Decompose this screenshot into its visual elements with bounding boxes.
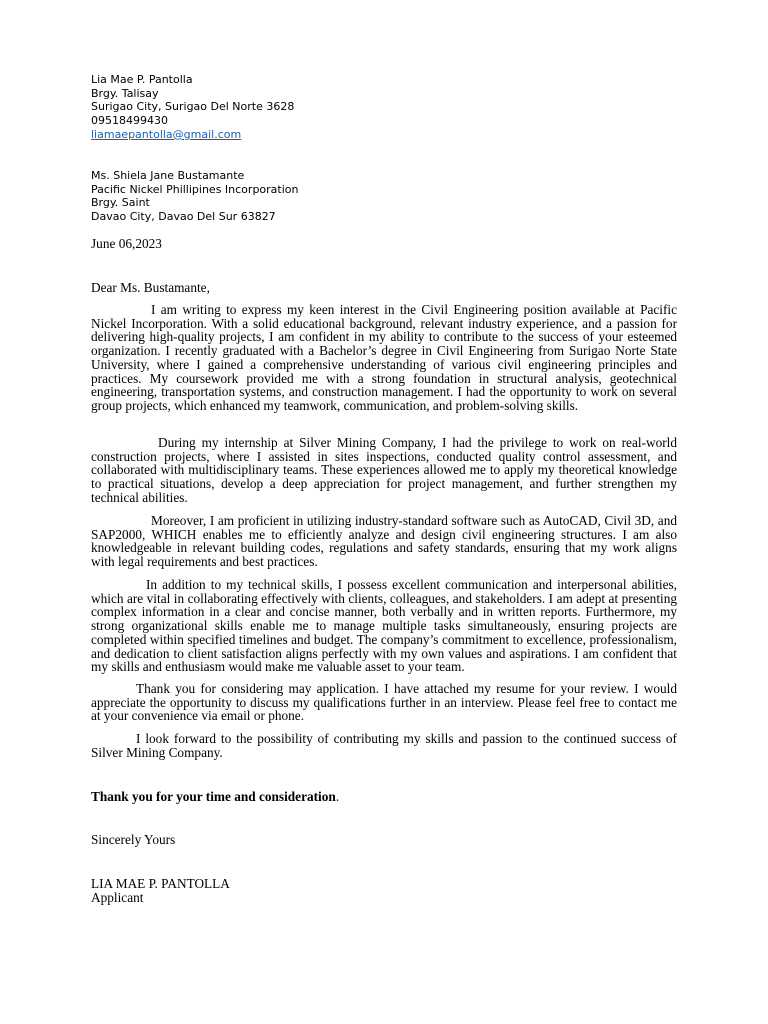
signature-title: Applicant bbox=[91, 889, 144, 905]
signature-block bbox=[91, 877, 677, 904]
body-paragraph-5: Thank you for considering may application. I have attached my resume for your review. I would appreciate the opportunity to discuss my qualifications further in an interview. Please feel free to contact me at your convenience via email or phone. bbox=[91, 681, 677, 724]
salutation: Dear Ms. Bustamante, bbox=[91, 280, 210, 295]
body-paragraph-1: I am writing to express my keen interest in the Civil Engineering position available at Pacific Nickel Incorporation. With a solid educational background, relevant industry experience, and a passion for delivering high-quality projects, I am confident in my ability to contribute to the success of your esteemed organization. I recently graduated with a Bachelor’s degree in Civil Engineering from Surigao Norte State University, where I gained a comprehensive understanding of various civil engineering principles and practices. My coursework provided me with a strong foundation in structural analysis, geotechnical engineering, transportation systems, and construction management. I had the opportunity to work on several group projects, which enhanced my teamwork, communication, and problem-solving skills. bbox=[91, 302, 677, 413]
sender-address-block bbox=[91, 73, 677, 142]
sender-name: Lia Mae P. Pantolla bbox=[91, 73, 193, 86]
signature-name: LIA MAE P. PANTOLLA bbox=[91, 876, 230, 891]
sender-barangay: Brgy. Talisay bbox=[91, 86, 159, 100]
closing-bold-text: Thank you for your time and consideration bbox=[91, 789, 336, 804]
body-paragraph-6: I look forward to the possibility of contributing my skills and passion to the continued success of Silver Mining Company. bbox=[91, 731, 677, 760]
body-paragraph-3: Moreover, I am proficient in utilizing industry-standard software such as AutoCAD, Civil 3D, and SAP2000, WHICH enables me to efficiently analyze and design civil engineering structures. I am also knowledgeable in relevant building codes, regulations and safety standards, ensuring that my work aligns with legal requirements and best practices. bbox=[91, 513, 677, 570]
signoff: Sincerely Yours bbox=[91, 832, 176, 847]
letter-date: June 06,2023 bbox=[91, 236, 162, 251]
body-paragraph-4: In addition to my technical skills, I possess excellent communication and interpersonal abilities, which are vital in collaborating effectively with clients, colleagues, and stakeholders. I am adept at presenting complex information in a clear and concise manner, both verbally and in written reports. Furthermore, my strong organizational skills enable me to manage multiple tasks simultaneously, ensuring projects are completed within specified timelines and budget. The company’s commitment to excellence, professionalism, and dedication to client satisfaction aligns perfectly with my own values and aspirations. I am confident that my skills and enthusiasm would make me valuable asset to your team. bbox=[91, 577, 677, 675]
closing-punctuation: . bbox=[335, 789, 340, 804]
sender-email-link[interactable]: liamaepantolla@gmail.com bbox=[91, 127, 242, 141]
recipient-company: Pacific Nickel Phillipines Incorporation bbox=[91, 182, 299, 196]
closing-line bbox=[91, 790, 677, 804]
sender-phone: 09518499430 bbox=[91, 114, 168, 128]
recipient-name: Ms. Shiela Jane Bustamante bbox=[91, 169, 245, 182]
recipient-barangay: Brgy. Saint bbox=[91, 196, 150, 210]
recipient-address-block bbox=[91, 169, 677, 224]
body-paragraph-2: During my internship at Silver Mining Company, I had the privilege to work on real-world construction projects, where I assisted in sites inspections, conducted quality control assessment, and collaborated with multidisciplinary teams. These experiences allowed me to apply my theoretical knowledge to practical situations, develop a deep appreciation for project management, and further strengthen my technical abilities. bbox=[91, 435, 677, 505]
recipient-city: Davao City, Davao Del Sur 63827 bbox=[91, 210, 276, 224]
sender-city: Surigao City, Surigao Del Norte 3628 bbox=[91, 100, 295, 114]
